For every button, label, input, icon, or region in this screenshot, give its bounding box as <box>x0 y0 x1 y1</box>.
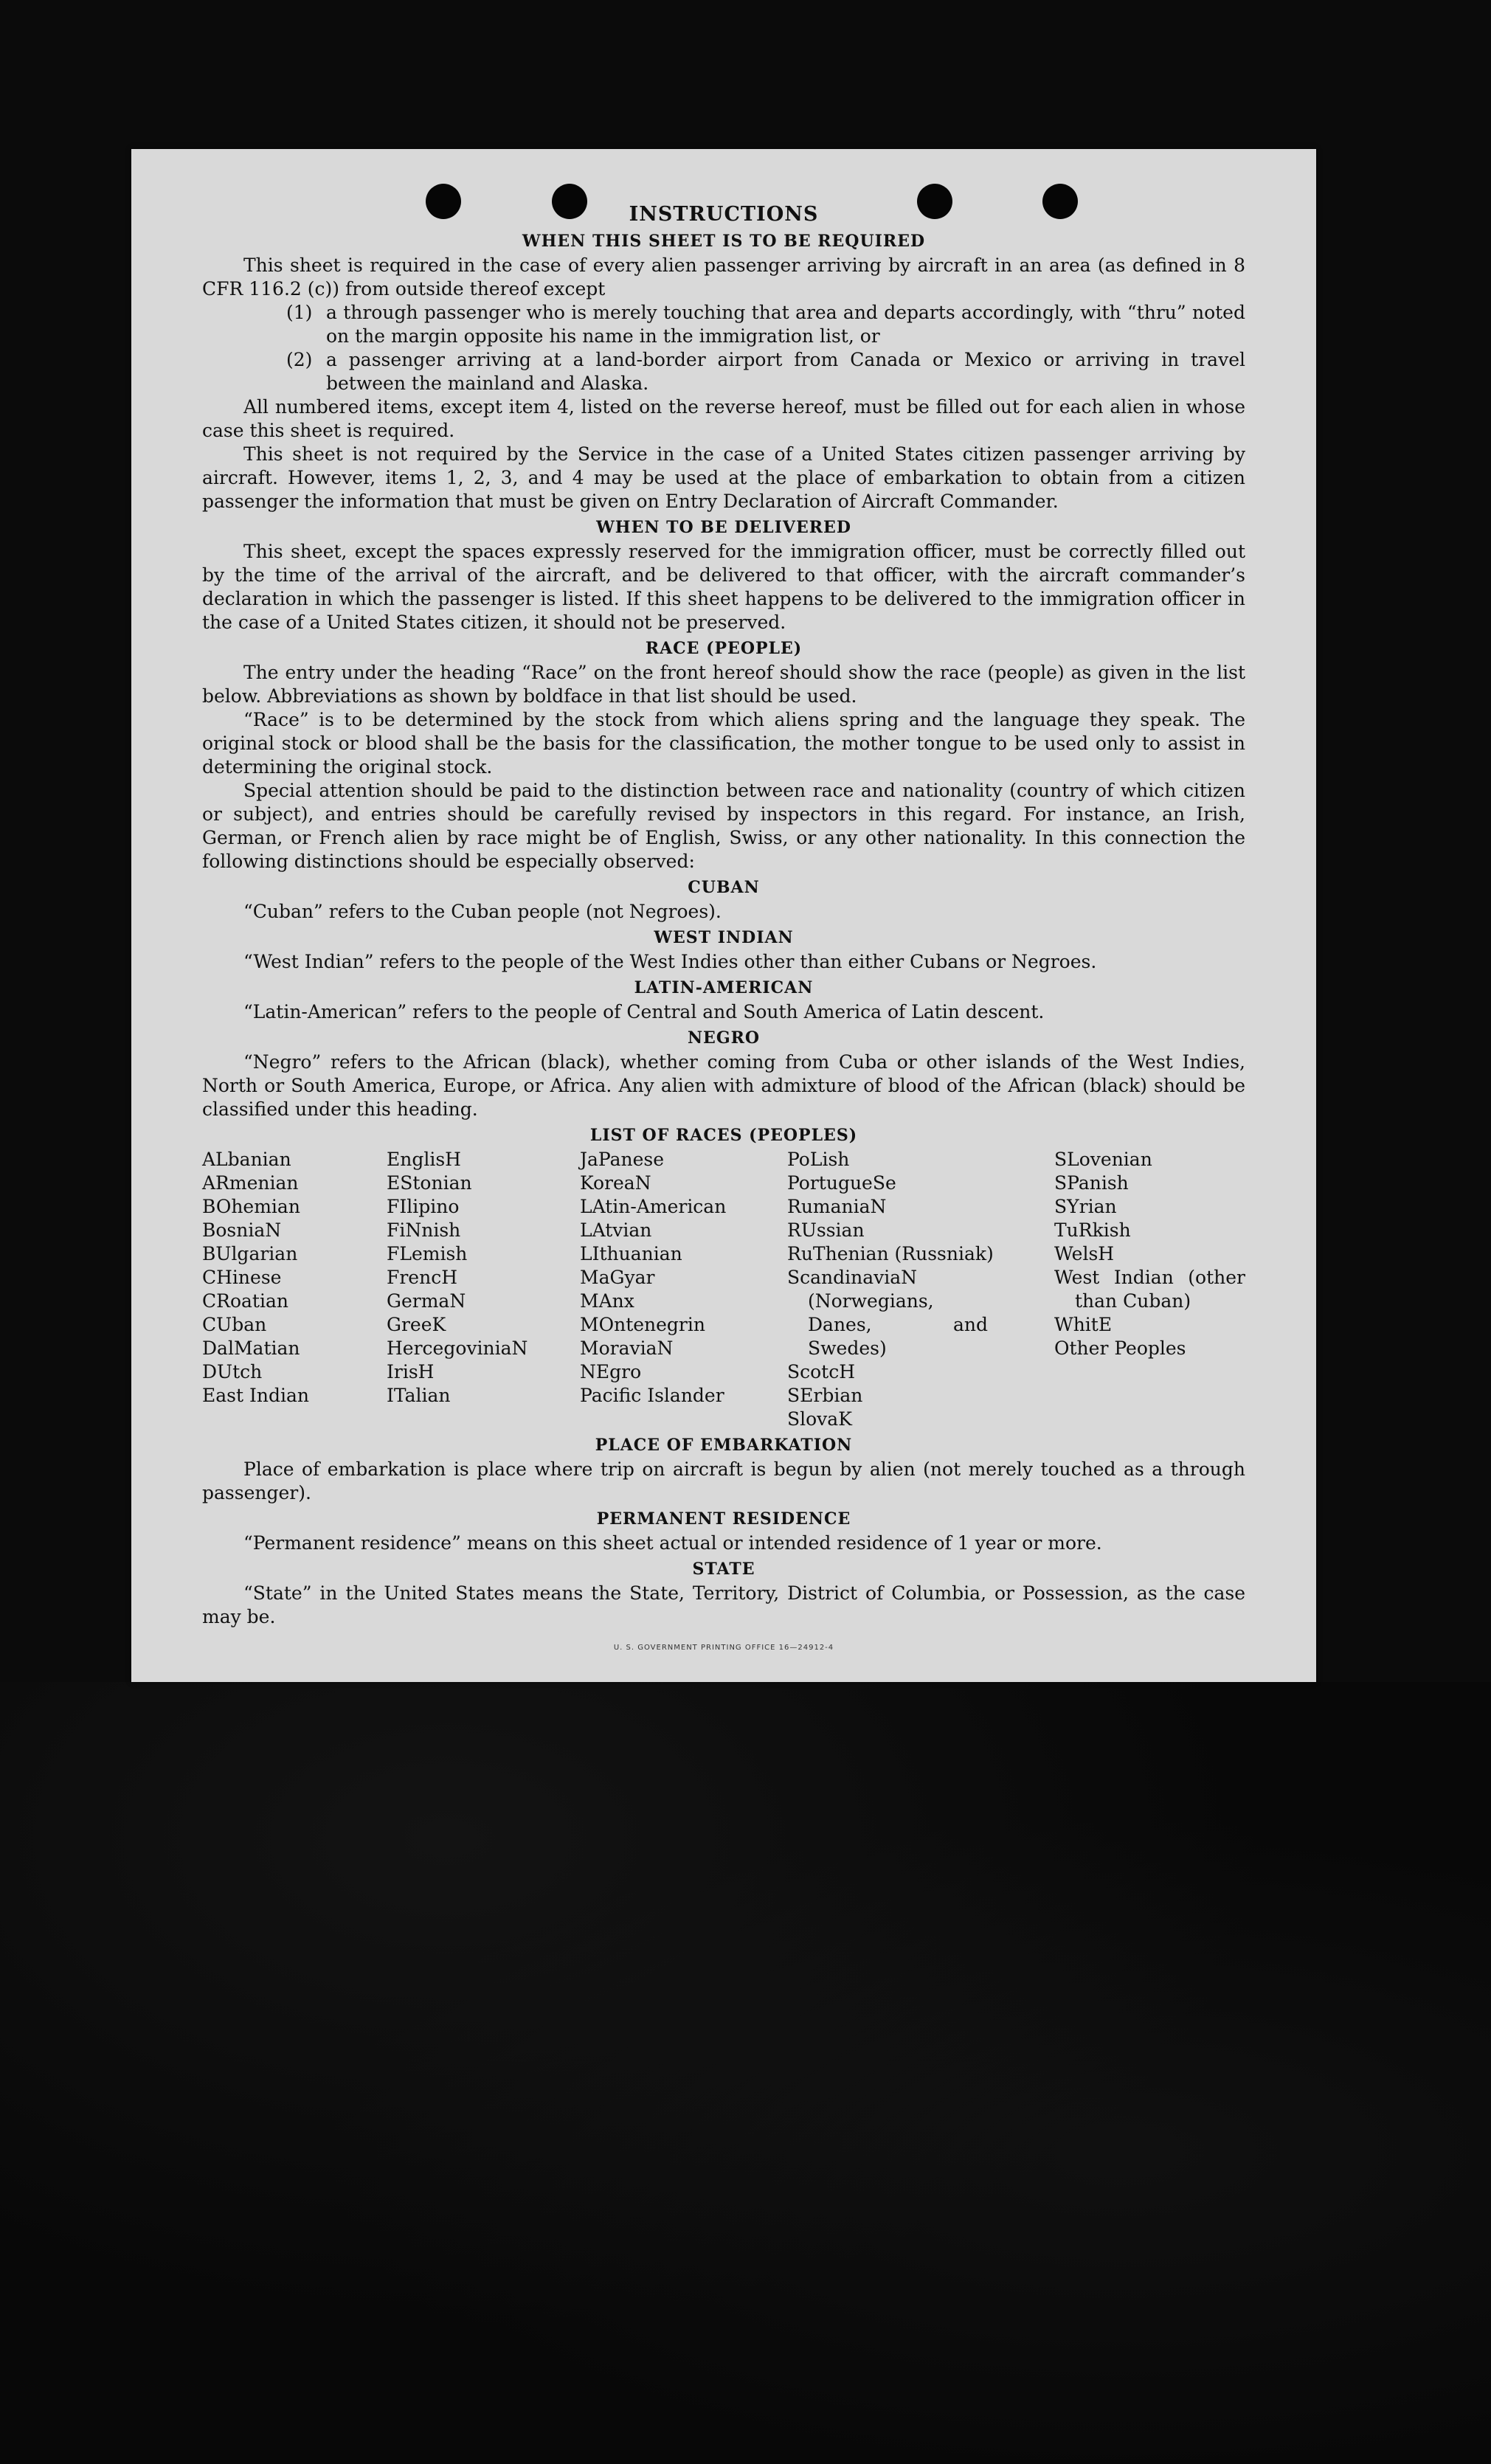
when-delivered-paragraph: This sheet, except the spaces expressly reserved for the immigration officer, must be correctly filled out by the time of the arrival of the aircraft, and be delivered to that officer, with the aircraft commander’s declaration in which the passenger is listed. If this sheet happens to be delivered to the immigration officer in the case of a United States citizen, it should not be preserved. <box>202 541 1245 633</box>
heading-when-delivered: WHEN TO BE DELIVERED <box>596 518 851 537</box>
race-entry: GreeK <box>387 1314 446 1335</box>
race-entry: West Indian (other than Cuban) <box>1054 1267 1245 1312</box>
race-entry: FIlipino <box>387 1196 460 1217</box>
race-entry: LAtvian <box>580 1219 652 1241</box>
heading-west-indian: WEST INDIAN <box>654 928 794 947</box>
race-entry: ALbanian <box>202 1149 291 1170</box>
race-entry: MaGyar <box>580 1267 655 1288</box>
race-entry: RumaniaN <box>787 1196 887 1217</box>
race-entry: CRoatian <box>202 1290 288 1312</box>
race-entry: ARmenian <box>202 1172 299 1194</box>
races-column-4 <box>787 1148 1054 1431</box>
race-entry: LAtin-American <box>580 1196 727 1217</box>
race-entry: DUtch <box>202 1361 263 1382</box>
document-title: INSTRUCTIONS <box>629 203 819 226</box>
heading-when-required: WHEN THIS SHEET IS TO BE REQUIRED <box>522 232 926 251</box>
instructions-content <box>202 202 1245 1660</box>
race-entry: RuThenian (Russniak) <box>787 1243 994 1264</box>
races-column-5 <box>1054 1148 1245 1431</box>
exception-item-text: a through passenger who is merely touching that area and departs accordingly, with “thru” noted on the margin opposite his name in the immigration list, or <box>326 302 1245 347</box>
race-entry: IrisH <box>387 1361 435 1382</box>
heading-race: RACE (PEOPLE) <box>645 639 803 658</box>
race-entry: LIthuanian <box>580 1243 682 1264</box>
race-entry: SErbian <box>787 1385 863 1406</box>
numbered-items-paragraph: All numbered items, except item 4, listed on the reverse hereof, must be filled out for each alien in whose case this sheet is required. <box>202 396 1245 441</box>
race-entry: WhitE <box>1054 1314 1113 1335</box>
race-entry: SPanish <box>1054 1172 1129 1194</box>
race-entry: ITalian <box>387 1385 451 1406</box>
race-entry: KoreaN <box>580 1172 651 1194</box>
races-list <box>202 1148 1245 1431</box>
citizen-passenger-paragraph: This sheet is not required by the Service in the case of a United States citizen passenger arriving by aircraft. However, items 1, 2, 3, and 4 may be used at the place of embarkation to obtain from a citizen passenger the information that must be given on Entry Declaration of Aircraft Commander. <box>202 443 1245 512</box>
race-entry: NEgro <box>580 1361 642 1382</box>
race-entry: EnglisH <box>387 1149 461 1170</box>
latin-american-definition: “Latin-American” refers to the people of Central and South America of Latin descent. <box>243 1001 1045 1022</box>
when-required-intro: This sheet is required in the case of every alien passenger arriving by aircraft in an area (as defined in 8 CFR 116.2 (c)) from outside thereof except <box>202 255 1245 300</box>
race-entry: TuRkish <box>1054 1219 1131 1241</box>
residence-definition: “Permanent residence” means on this sheet actual or intended residence of 1 year or more. <box>243 1532 1102 1554</box>
race-entry: BUlgarian <box>202 1243 298 1264</box>
state-definition: “State” in the United States means the State, Territory, District of Columbia, or Possession, as the case may be. <box>202 1582 1245 1627</box>
race-entry: EStonian <box>387 1172 472 1194</box>
cuban-definition: “Cuban” refers to the Cuban people (not Negroes). <box>243 901 722 922</box>
exception-item-2 <box>286 348 1245 395</box>
heading-place-of-embarkation: PLACE OF EMBARKATION <box>595 1436 853 1455</box>
race-entry: BOhemian <box>202 1196 300 1217</box>
embarkation-definition: Place of embarkation is place where trip on aircraft is begun by alien (not merely touched as a through passenger). <box>202 1458 1245 1503</box>
race-entry: BosniaN <box>202 1219 282 1241</box>
races-column-2 <box>387 1148 580 1431</box>
heading-latin-american: LATIN-AMERICAN <box>634 978 814 997</box>
heading-negro: NEGRO <box>687 1028 761 1048</box>
document-page <box>131 149 1316 1682</box>
race-entry: MOntenegrin <box>580 1314 705 1335</box>
exception-item-1 <box>286 301 1245 348</box>
races-column-1 <box>202 1148 387 1431</box>
race-paragraph-1: The entry under the heading “Race” on the front hereof should show the race (people) as given in the list below. Abbreviations as shown by boldface in that list should be used. <box>202 662 1245 707</box>
race-entry: FLemish <box>387 1243 468 1264</box>
race-entry: GermaN <box>387 1290 466 1312</box>
exception-item-number: (2) <box>286 349 313 370</box>
race-entry: RUssian <box>787 1219 865 1241</box>
heading-list-of-races: LIST OF RACES (PEOPLES) <box>589 1126 858 1145</box>
west-indian-definition: “West Indian” refers to the people of the West Indies other than either Cubans or Negroes. <box>243 951 1097 972</box>
race-entry: CHinese <box>202 1267 282 1288</box>
race-entry: ScotcH <box>787 1361 856 1382</box>
race-entry: ScandinaviaN (Norwegians, Danes, and Swedes) <box>787 1267 988 1359</box>
race-entry: SlovaK <box>787 1408 852 1430</box>
race-entry: East Indian <box>202 1385 309 1406</box>
race-entry: SLovenian <box>1054 1149 1152 1170</box>
heading-permanent-residence: PERMANENT RESIDENCE <box>596 1509 851 1529</box>
race-entry: FrencH <box>387 1267 457 1288</box>
race-entry: MAnx <box>580 1290 634 1312</box>
race-entry: Pacific Islander <box>580 1385 724 1406</box>
exception-item-number: (1) <box>286 302 313 323</box>
race-entry: FiNnish <box>387 1219 461 1241</box>
race-entry: SYrian <box>1054 1196 1117 1217</box>
race-entry: PoLish <box>787 1149 850 1170</box>
race-entry: HercegoviniaN <box>387 1337 528 1359</box>
race-entry: DalMatian <box>202 1337 300 1359</box>
heading-state: STATE <box>692 1560 755 1579</box>
exception-item-text: a passenger arriving at a land-border airport from Canada or Mexico or arriving in travel between the mainland and Alaska. <box>326 349 1245 394</box>
race-entry: CUban <box>202 1314 267 1335</box>
printing-office-footer: U. S. GOVERNMENT PRINTING OFFICE 16—24912-4 <box>613 1644 834 1652</box>
races-column-3 <box>580 1148 787 1431</box>
negro-definition: “Negro” refers to the African (black), whether coming from Cuba or other islands of the West Indies, North or South America, Europe, or Africa. Any alien with admixture of blood of the African (black) should be classified under this heading. <box>202 1051 1245 1120</box>
race-entry: WelsH <box>1054 1243 1115 1264</box>
scan-background <box>0 1682 1491 2464</box>
heading-cuban: CUBAN <box>688 878 760 897</box>
race-entry: MoraviaN <box>580 1337 674 1359</box>
race-entry: Other Peoples <box>1054 1337 1186 1359</box>
race-paragraph-2: “Race” is to be determined by the stock from which aliens spring and the language they speak. The original stock or blood shall be the basis for the classification, the mother tongue to be used only to assist in determining the original stock. <box>202 709 1245 778</box>
race-entry: JaPanese <box>580 1149 665 1170</box>
race-entry: PortugueSe <box>787 1172 896 1194</box>
race-paragraph-3: Special attention should be paid to the distinction between race and nationality (country of which citizen or subject), and entries should be carefully revised by inspectors in this regard. For instance, an Irish, German, or French alien by race might be of English, Swiss, or any other nationality. In this connection the following distinctions should be especially observed: <box>202 780 1245 872</box>
